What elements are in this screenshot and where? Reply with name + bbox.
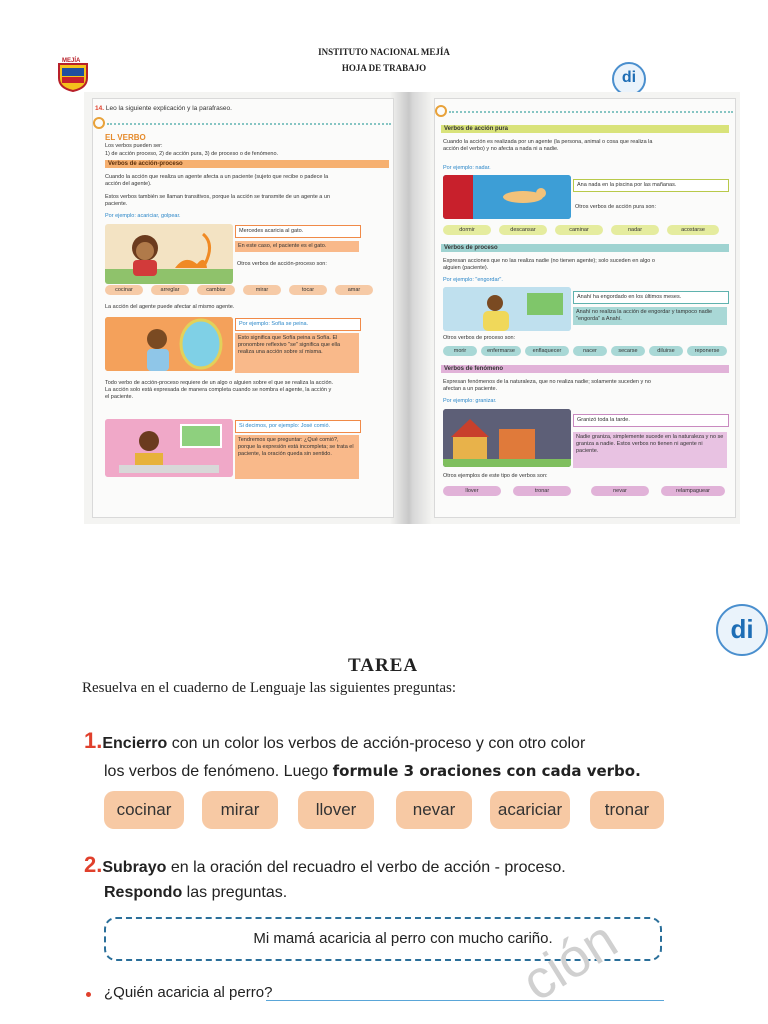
question-1-verb: Encierro (102, 735, 168, 752)
bullet-icon (86, 992, 91, 997)
verb-pill-3: cambiar (197, 285, 235, 295)
logo-mejia-text: MEJÍA (62, 58, 81, 64)
box-paciente (235, 241, 359, 252)
intro-line-2: 1) de acción proceso, 2) de acción pura, 3) de proceso o de fenómeno. (105, 151, 279, 157)
activity-number: 14. (95, 105, 105, 112)
question-2-line-1 (84, 852, 566, 878)
fenomeno-pill-1: llover (443, 486, 501, 496)
watermark: ción (511, 909, 628, 1013)
illustration-anahi (443, 287, 571, 331)
right-other-verbs-1: Otros verbos de acción pura son: (575, 204, 657, 210)
pura-pill-5: acostarse (667, 225, 719, 235)
question-1-line-2 (104, 762, 641, 781)
proceso-pill-4: nacer (573, 346, 607, 356)
intro-line-1: Los verbos pueden ser: (105, 143, 163, 149)
proceso-pill-2: enfermarse (481, 346, 521, 356)
magnifier-icon-right (435, 105, 447, 117)
band-accion-proceso: Verbos de acción-proceso (105, 160, 389, 168)
right-paragraph-3: Otros verbos de proceso son: (443, 335, 516, 341)
illustration-hail (443, 409, 571, 467)
tarea-instruction: Resuelva en el cuaderno de Lenguaje las siguientes preguntas: (82, 680, 457, 696)
proceso-pill-7: reponerse (687, 346, 727, 356)
fenomeno-pill-4: relampaguear (661, 486, 725, 496)
right-paragraph-4: Expresan fenómenos de la naturaleza, que no realiza nadie; solamente suceden y no afectan a un paciente. (443, 379, 651, 392)
section-title: EL VERBO (105, 133, 146, 142)
question-2-number: 2. (84, 852, 103, 877)
box-granizo-detail (573, 432, 727, 468)
question-2-line-2 (104, 884, 287, 902)
activity-text: Leo la siguiente explicación y la parafraseo. (105, 105, 232, 112)
worksheet-subtitle: HOJA DE TRABAJO (341, 63, 427, 73)
box-paciente-text: En este caso, el paciente es el gato. (238, 243, 327, 249)
verb-card-mirar: mirar (202, 791, 278, 829)
question-2-verb: Subrayo (102, 859, 167, 876)
verb-pill-4: mirar (243, 285, 281, 295)
magnifier-icon (93, 117, 105, 129)
question-2-text-2: las preguntas. (182, 884, 288, 901)
box-granizo (573, 414, 729, 427)
question-1-number: 1. (84, 728, 103, 753)
answer-line[interactable] (266, 1000, 664, 1001)
illustration-girl-cat (105, 224, 233, 284)
other-verbs-label-1: Otros verbos de acción-proceso son: (237, 261, 327, 267)
right-paragraph-1: Cuando la acción es realizada por un agente (la persona, animal o cosa que realiza la acción del verbo) y no afecta a nada ni a nadie. (443, 139, 653, 152)
question-1-text: con un color los verbos de acción-proceso y con otro color (167, 735, 586, 752)
dotted-rule-right (449, 111, 733, 113)
proceso-pill-5: secarse (611, 346, 645, 356)
box-granizo-text: Granizó toda la tarde. (577, 417, 630, 423)
pura-pill-4: nadar (611, 225, 659, 235)
right-example-2: Por ejemplo: "engordar". (443, 277, 503, 283)
book-page-left (92, 98, 394, 518)
box-jose-text: Si decimos, por ejemplo: José comió. (239, 423, 331, 429)
paragraph-1: Cuando la acción que realiza un agente afecta a un paciente (sujeto que recibe o padece la acción del agente). (105, 174, 329, 187)
logo-di (612, 62, 646, 96)
box-reflexivo (235, 333, 359, 373)
box-reflexivo-text: Esto significa que Sofía peina a Sofía. El pronombre reflexivo "se" significa que ella realiza una acción sobre sí misma. (238, 335, 341, 355)
logo-di-text: di (621, 69, 637, 86)
box-pregunta-text: Tendremos que preguntar: ¿Qué comió?, porque la expresión está incompleta; se trata el paciente, la oración queda sin sentido. (238, 437, 354, 457)
logo-di-large-text: di (730, 614, 754, 644)
logo-di-large (716, 604, 768, 656)
question-2-text: en la oración del recuadro el verbo de acción - proceso. (166, 859, 566, 876)
band-proceso: Verbos de proceso (441, 244, 729, 252)
proceso-pill-1: morir (443, 346, 477, 356)
verb-pill-1: cocinar (105, 285, 143, 295)
box-anahi-detail-text: Anahí no realiza la acción de engordar y tampoco nadie "engorda" a Anahí. (576, 309, 713, 322)
activity-instruction (95, 105, 232, 112)
pura-pill-3: caminar (555, 225, 603, 235)
question-2-verb-2: Respondo (104, 884, 183, 901)
band-accion-pura: Verbos de acción pura (441, 125, 729, 133)
box-pregunta (235, 435, 359, 479)
box-ana (573, 179, 729, 192)
box-anahi-detail (573, 307, 727, 325)
pura-pill-2: descansar (499, 225, 547, 235)
fenomeno-pill-2: tronar (513, 486, 571, 496)
book-page-right (434, 98, 736, 518)
bullet-question: ¿Quién acaricia al perro? (104, 984, 273, 1001)
verb-card-acariciar: acariciar (490, 791, 570, 829)
question-1-task: formule 3 oraciones con cada verbo. (332, 762, 641, 780)
question-1-text-2: los verbos de fenómeno. Luego (104, 763, 333, 780)
verb-card-tronar: tronar (590, 791, 664, 829)
box-ana-text: Ana nada en la piscina por las mañanas. (577, 182, 677, 188)
illustration-boy-eating (105, 419, 233, 477)
box-sofia (235, 318, 361, 331)
verb-card-cocinar: cocinar (104, 791, 184, 829)
verb-pill-5: tocar (289, 285, 327, 295)
box-granizo-detail-text: Nadie graniza, simplemente sucede en la naturaleza y no se graniza a nadie. Estos verbos no tienen ni agente ni paciente. (576, 434, 724, 454)
illustration-girl-comb (105, 317, 233, 371)
right-paragraph-5: Otros ejemplos de este tipo de verbos son: (443, 473, 548, 479)
band-fenomeno: Verbos de fenómeno (441, 365, 729, 373)
example-1: Por ejemplo: acariciar, golpear. (105, 213, 181, 219)
illustration-swimmer (443, 175, 571, 219)
right-example-3: Por ejemplo: granizar. (443, 398, 497, 404)
box-mercedes (235, 225, 361, 238)
box-anahi (573, 291, 729, 304)
proceso-pill-6: diluirse (649, 346, 683, 356)
book-gutter (390, 92, 432, 524)
verb-pill-2: arreglar (151, 285, 189, 295)
pura-pill-1: dormir (443, 225, 491, 235)
dotted-rule (107, 123, 391, 125)
textbook-spread (84, 92, 740, 524)
right-paragraph-2: Expresan acciones que no las realiza nadie (no tienen agente); solo suceden en algo o alguien (paciente). (443, 258, 655, 271)
box-mercedes-text: Mercedes acaricia al gato. (239, 228, 304, 234)
box-sofia-text: Por ejemplo: Sofía se peina. (239, 321, 309, 327)
right-example-1: Por ejemplo: nadar. (443, 165, 491, 171)
fenomeno-pill-3: nevar (591, 486, 649, 496)
verb-pill-6: amar (335, 285, 373, 295)
paragraph-3: La acción del agente puede afectar al mismo agente. (105, 304, 235, 310)
institution-name: INSTITUTO NACIONAL MEJÍA (318, 47, 450, 57)
question-1-line-1 (84, 728, 585, 754)
tarea-title: TAREA (348, 655, 419, 676)
verb-card-nevar: nevar (396, 791, 472, 829)
paragraph-2: Estos verbos también se llaman transitivos, porque la acción se transmite de un agente a un paciente. (105, 194, 331, 207)
proceso-pill-3: enflaquecer (525, 346, 569, 356)
sentence-text: Mi mamá acaricia al perro con mucho cariño. (253, 930, 553, 947)
box-jose (235, 420, 361, 433)
verb-card-llover: llover (298, 791, 374, 829)
paragraph-4: Todo verbo de acción-proceso requiere de un algo o alguien sobre el que se realiza la acción. La acción solo está expresada de manera completa cuando se nombra el agente, la acción y el paciente. (105, 380, 334, 400)
box-anahi-text: Anahí ha engordado en los últimos meses. (577, 294, 682, 300)
